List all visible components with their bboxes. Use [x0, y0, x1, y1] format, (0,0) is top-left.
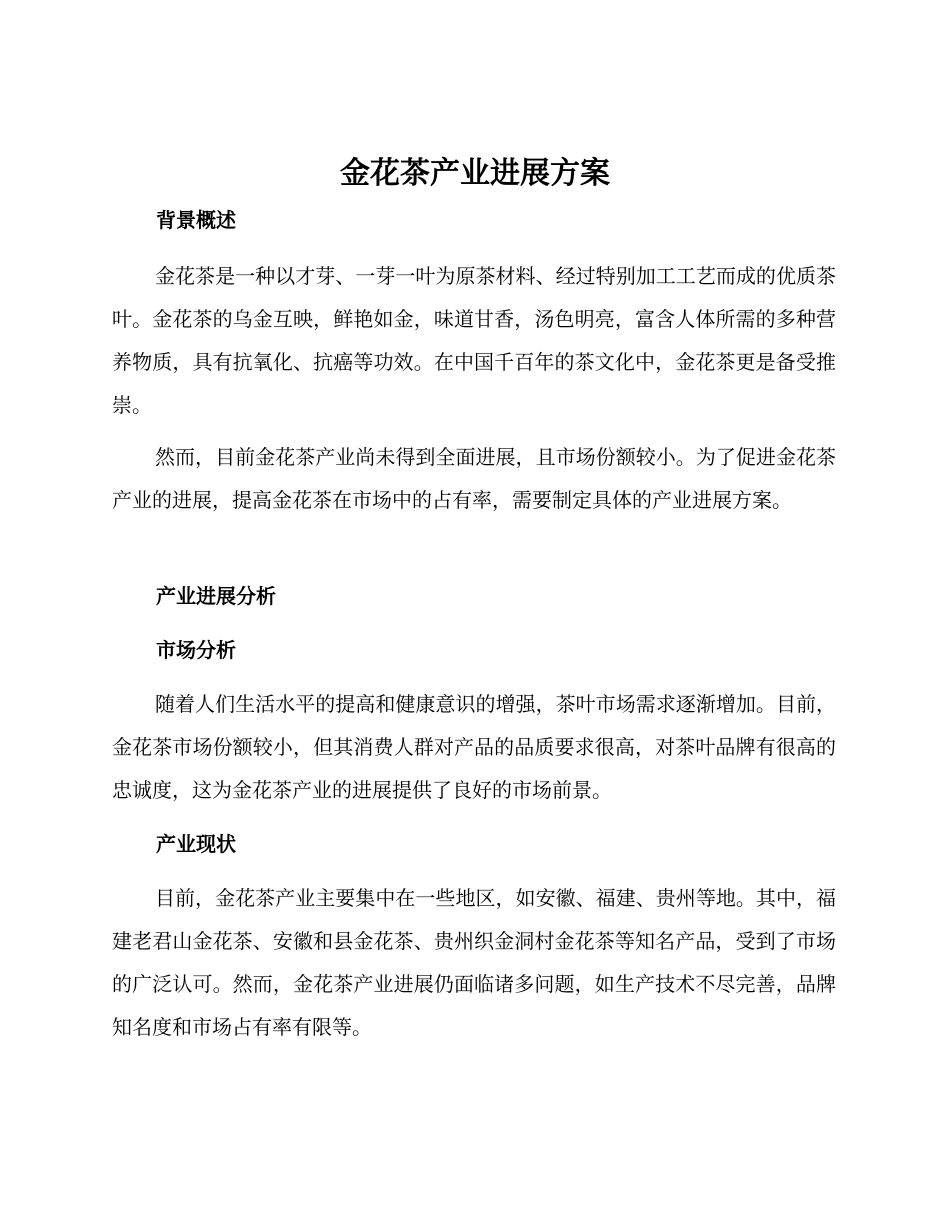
section-heading-background: 背景概述 [156, 208, 236, 232]
document-title: 金花茶产业进展方案 [340, 156, 610, 191]
section-heading-industry-analysis: 产业进展分析 [156, 584, 276, 608]
paragraph-background-1: 金花茶是一种以才芽、一芽一叶为原茶材料、经过特别加工工艺而成的优质茶叶。金花茶的乌金互映，鲜艳如金，味道甘香，汤色明亮，富含人体所需的多种营养物质，具有抗氧化、抗癌等功效。在中国千百年的茶文化中，金花茶更是备受推崇。 [112, 264, 836, 417]
paragraph-background-2: 然而，目前金花茶产业尚未得到全面进展，且市场份额较小。为了促进金花茶产业的进展，提高金花茶在市场中的占有率，需要制定具体的产业进展方案。 [112, 445, 836, 512]
paragraph-industry-status: 目前，金花茶产业主要集中在一些地区，如安徽、福建、贵州等地。其中，福建老君山金花茶、安徽和县金花茶、贵州织金洞村金花茶等知名产品，受到了市场的广泛认可。然而，金花茶产业进展仍面临诸多问题，如生产技术不尽完善，品牌知名度和市场占有率有限等。 [112, 886, 836, 1039]
section-heading-market-analysis: 市场分析 [156, 638, 236, 662]
section-heading-industry-status: 产业现状 [156, 832, 236, 856]
paragraph-market-analysis: 随着人们生活水平的提高和健康意识的增强，茶叶市场需求逐渐增加。目前，金花茶市场份额较小，但其消费人群对产品的品质要求很高，对茶叶品牌有很高的忠诚度，这为金花茶产业的进展提供了良好的市场前景。 [112, 692, 836, 802]
